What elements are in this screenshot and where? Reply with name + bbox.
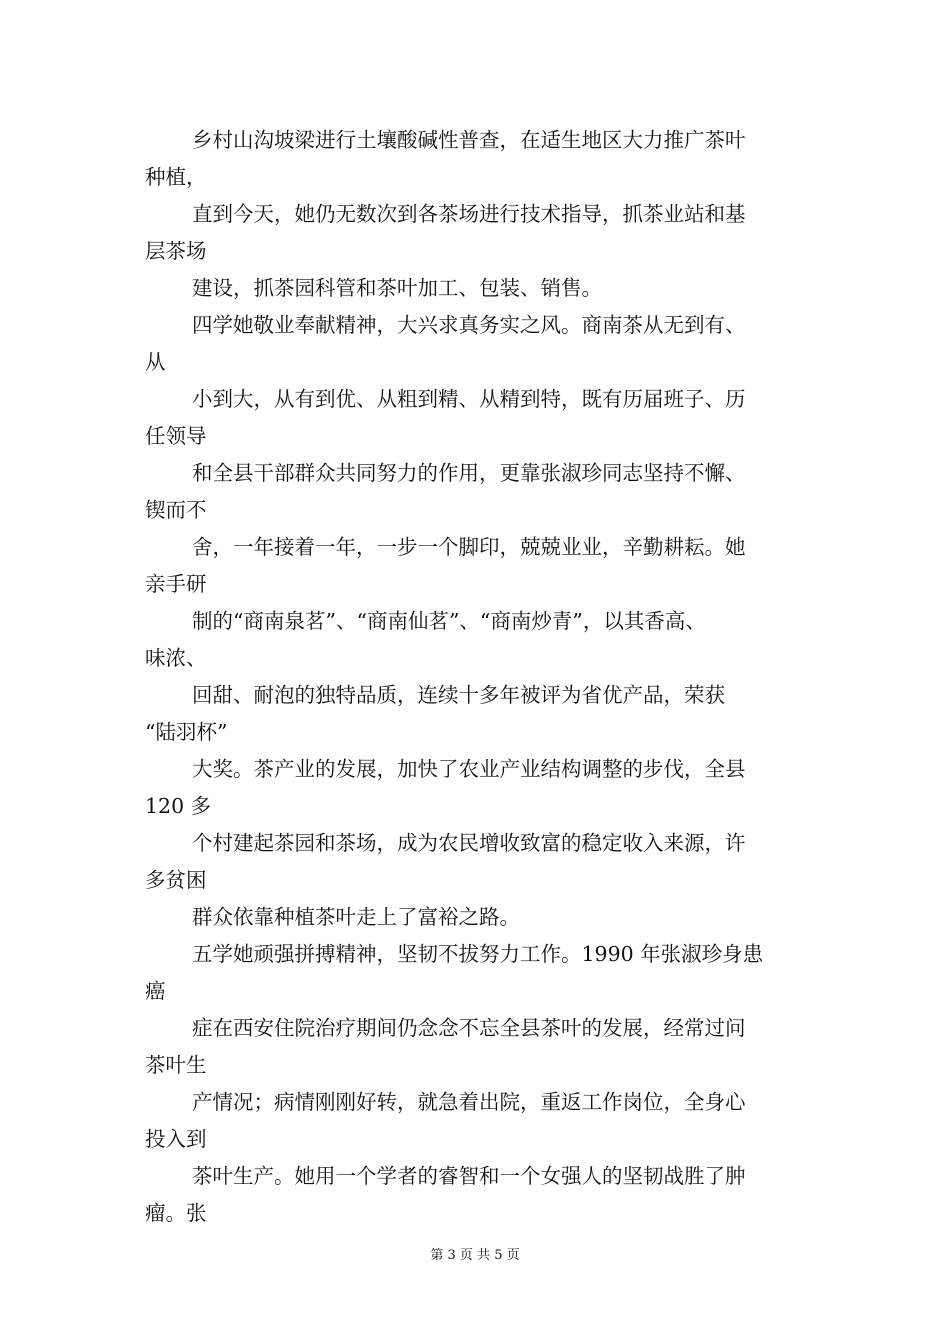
text-line: 和全县干部群众共同努力的作用，更靠张淑珍同志坚持不懈、	[192, 461, 746, 485]
text-line: 层茶场	[145, 239, 207, 263]
text-line: 味浓、	[145, 646, 207, 670]
text-line: 症在西安住院治疗期间仍念念不忘全县茶叶的发展，经常过问	[192, 1016, 746, 1040]
text-line: 锲而不	[145, 498, 207, 522]
text-line: 大奖。茶产业的发展，加快了农业产业结构调整的步伐，全县	[192, 757, 746, 781]
text-line: 从	[145, 350, 166, 374]
text-line: 个村建起茶园和茶场，成为农民增收致富的稳定收入来源，许	[192, 831, 746, 855]
text-line: 茶叶生产。她用一个学者的睿智和一个女强人的坚韧战胜了肿	[192, 1164, 746, 1188]
text-line: 多贫困	[145, 868, 207, 892]
text-line: 种植，	[145, 165, 207, 189]
text-line: 回甜、耐泡的独特品质，连续十多年被评为省优产品，荣获	[192, 683, 725, 707]
text-line: 产情况；病情刚刚好转，就急着出院，重返工作岗位，全身心	[192, 1090, 746, 1114]
text-line: 四学她敬业奉献精神，大兴求真务实之风。商南茶从无到有、	[192, 313, 746, 337]
text-line: “陆羽杯”	[145, 720, 228, 744]
text-line: 制的“商南泉茗”、“商南仙茗”、“商南炒青”，以其香高、	[192, 609, 706, 633]
text-line: 小到大，从有到优、从粗到精、从精到特，既有历届班子、历	[192, 387, 746, 411]
text-line: 茶叶生	[145, 1053, 207, 1077]
page-footer	[0, 1247, 950, 1265]
text-line: 投入到	[145, 1127, 207, 1151]
text-line: 亲手研	[145, 572, 207, 596]
text-line: 群众依靠种植茶叶走上了富裕之路。	[192, 905, 520, 929]
text-line: 癌	[145, 979, 166, 1003]
text-line: 乡村山沟坡梁进行土壤酸碱性普查，在适生地区大力推广茶叶	[192, 128, 746, 152]
text-line: 瘤。张	[145, 1201, 207, 1225]
text-line: 任领导	[145, 424, 207, 448]
text-line: 五学她顽强拼搏精神，坚韧不拔努力工作。1990 年张淑珍身患	[192, 942, 764, 966]
text-line: 120 多	[145, 794, 212, 818]
text-line: 直到今天，她仍无数次到各茶场进行技术指导，抓茶业站和基	[192, 202, 746, 226]
text-line: 舍，一年接着一年，一步一个脚印，兢兢业业，辛勤耕耘。她	[192, 535, 746, 559]
text-line: 建设，抓茶园科管和茶叶加工、包装、销售。	[192, 276, 602, 300]
page-number: 第 3 页 共 5 页	[430, 1248, 520, 1263]
document-body	[145, 122, 825, 1232]
